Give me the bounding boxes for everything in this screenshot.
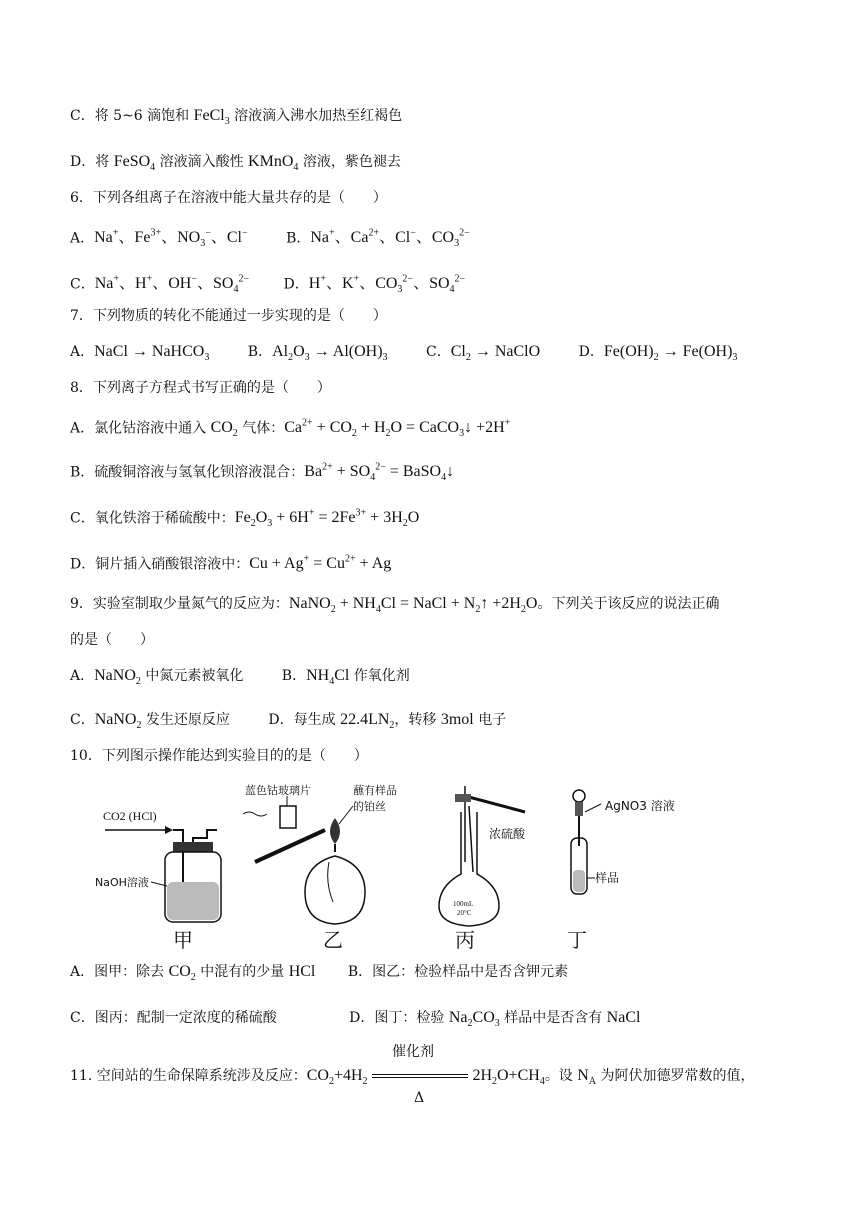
q11-stem: 11. 空间站的生命保障系统涉及反应：$CO_2+4H_2$ 催化剂 Δ $2H_2O+CH_4$。设 $N_A$ 为阿伏加德罗常数的值， — [70, 1044, 755, 1106]
q7-option-a: A．NaCl → NaHCO$_3$ — [70, 343, 210, 364]
q7-stem: 7．下列物质的转化不能通过一步实现的是（ ） — [70, 308, 387, 324]
figure-bing — [425, 782, 565, 952]
yi-wire-label-1: 蘸有样品 — [353, 784, 397, 797]
q11-catalyst: 催化剂 — [391, 1044, 434, 1060]
q10-figures — [95, 782, 735, 952]
bing-acid-label: 浓硫酸 — [489, 827, 526, 841]
figure-yi — [235, 782, 405, 952]
q10-option-c: C．图丙：配制一定浓度的稀硫酸 — [70, 1010, 277, 1026]
q7-options — [70, 342, 737, 368]
q6-option-d: D．H+、K+、$CO_3^{2-}$、$SO_4^{2-}$ — [283, 274, 466, 296]
q5-option-c: C．将 5~6 滴饱和 FeCl$_3$ 溶液滴入沸水加热至红褐色 — [70, 107, 403, 128]
q7-option-d: D．$Fe(OH)_2 \to Fe(OH)_3$ — [578, 343, 738, 364]
ding-reagent-label: AgNO3 溶液 — [605, 799, 675, 813]
q8-option-a: A．氯化钴溶液中通入 $CO_2$ 气体：$Ca^{2+} + CO_2 + H_2O$ = CaCO$_3$↓ +2H+ — [70, 418, 511, 440]
q11-delta: Δ — [413, 1090, 425, 1106]
q11-condition-arrow — [372, 1044, 468, 1106]
q10-option-b: B．图乙：检验样品中是否含钾元素 — [347, 964, 569, 980]
q5-option-d: D．将 FeSO$_4$ 溶液滴入酸性 KMnO$_4$ 溶液，紫色褪去 — [70, 153, 401, 174]
jia-gas-label: CO2 (HCl) — [103, 809, 157, 823]
figure-jia — [95, 782, 245, 952]
q10-stem: 10．下列图示操作能达到实验目的的是（ ） — [70, 748, 368, 764]
q6-options-cd — [70, 270, 465, 301]
q9-stem-1: 9．实验室制取少量氮气的反应为：NaNO$_2$ + $NH_4Cl$ = NaCl + $N_2↑ +2H_2O$。下列关于该反应的说法正确 — [70, 595, 720, 616]
caption-ding: 丁 — [567, 928, 587, 952]
q10-options-cd — [70, 1008, 640, 1034]
q9-option-d: D．每生成 $22.4LN_2$，转移 3mol 电子 — [268, 711, 507, 732]
svg-text:20°C: 20°C — [457, 909, 472, 917]
q9-option-c: C．NaNO$_2$ 发生还原反应 — [70, 711, 230, 732]
q9-stem-2: 的是（ ） — [70, 632, 154, 648]
q10-option-d: D．图丁：检验 $Na_2CO_3$ 样品中是否含有 NaCl — [349, 1009, 641, 1030]
q8-option-d: D．铜片插入硝酸银溶液中：$Cu + Ag^+ = Cu^{2+} + Ag$ — [70, 554, 392, 573]
ding-sample-label: 样品 — [595, 871, 620, 885]
caption-bing: 丙 — [455, 928, 475, 952]
q7-option-c: C．$Cl_2$ → NaClO — [426, 343, 541, 364]
q6-option-c: C．Na+、H+、OH−、$SO_4^{2-}$ — [70, 274, 250, 296]
q8-option-b: B．硫酸铜溶液与氢氧化钡溶液混合：$Ba^{2+} + SO_4^{2-}$ = BaSO$_4$↓ — [70, 462, 455, 484]
jia-liquid-label: NaOH溶液 — [95, 876, 149, 889]
svg-text:100mL: 100mL — [453, 900, 474, 908]
q6-options-ab — [70, 224, 470, 255]
q7-option-b: B．$Al_2O_3 \to Al(OH)_3$ — [247, 343, 388, 364]
q8-stem: 8．下列离子方程式书写正确的是（ ） — [70, 380, 331, 396]
q6-option-b: B．Na+、$Ca^{2+}$、Cl−、$CO_3^{2-}$ — [286, 228, 470, 250]
q6-option-a: A．Na+、$Fe^{3+}$、$NO_3^-$、Cl− — [70, 228, 248, 250]
q10-option-a: A．图甲：除去 $CO_2$ 中混有的少量 HCl — [70, 963, 316, 984]
yi-glass-label: 蓝色钴玻璃片 — [245, 784, 311, 797]
q9-options-ab — [70, 666, 410, 692]
q9-option-b: B．$NH_4Cl$ 作氧化剂 — [281, 667, 410, 688]
yi-wire-label-2: 的铂丝 — [353, 800, 386, 813]
q9-option-a: A．NaNO$_2$ 中氮元素被氧化 — [70, 667, 244, 688]
caption-jia: 甲 — [173, 928, 193, 952]
figure-ding — [565, 782, 735, 952]
q8-option-c: C．氧化铁溶于稀硫酸中：$Fe_2O_3 + 6H^+ = 2Fe^{3+} + 3H_2O$ — [70, 508, 420, 530]
caption-yi: 乙 — [323, 928, 343, 952]
q10-options-ab — [70, 962, 568, 988]
q9-options-cd — [70, 710, 506, 736]
q6-stem: 6．下列各组离子在溶液中能大量共存的是（ ） — [70, 190, 387, 206]
